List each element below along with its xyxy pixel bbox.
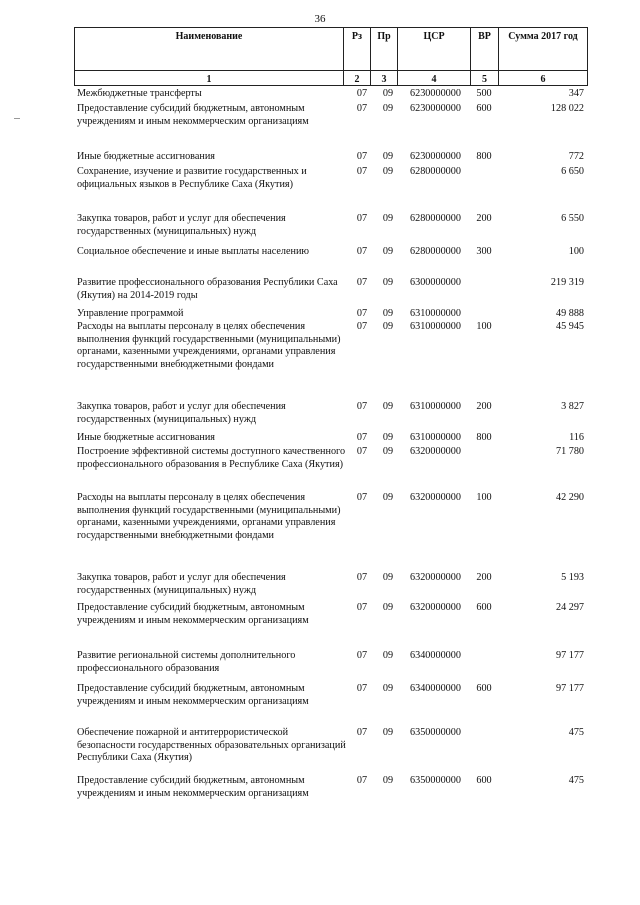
row-vr: 100 (476, 492, 492, 503)
header-col-csr (398, 28, 471, 85)
row-csr: 6280000000 (410, 166, 461, 177)
row-rz: 07 (356, 213, 368, 224)
header-pr: Пр (377, 31, 391, 42)
row-csr: 6350000000 (410, 727, 461, 738)
row-sum: 475 (568, 727, 584, 738)
header-col-vr (471, 28, 499, 85)
row-vr: 800 (476, 432, 492, 443)
row-name: Развитие профессионального образования Республики Саха (Якутия) на 2014-2019 годы (77, 277, 338, 301)
row-csr: 6320000000 (410, 492, 461, 503)
row-pr: 09 (382, 321, 394, 332)
row-name: Закупка товаров, работ и услуг для обеспечения государственных (муниципальных) нужд (77, 401, 286, 425)
row-sum: 3 827 (561, 401, 584, 412)
header-num-6: 6 (540, 74, 546, 85)
row-vr: 200 (476, 401, 492, 412)
header-num-5: 5 (482, 74, 487, 85)
row-pr: 09 (382, 401, 394, 412)
row-csr: 6340000000 (410, 683, 461, 694)
row-vr: 600 (476, 683, 492, 694)
row-csr: 6230000000 (410, 151, 461, 162)
row-name: Управление программой (77, 308, 184, 319)
row-pr: 09 (382, 88, 394, 99)
row-sum: 100 (568, 246, 584, 257)
row-csr: 6320000000 (410, 572, 461, 583)
row-rz: 07 (356, 572, 368, 583)
header-rz: Рз (351, 31, 363, 42)
row-pr: 09 (382, 602, 394, 613)
row-vr: 300 (476, 246, 492, 257)
row-csr: 6280000000 (410, 213, 461, 224)
header-name: Наименование (175, 31, 243, 42)
row-sum: 5 193 (561, 572, 584, 583)
row-rz: 07 (356, 103, 368, 114)
row-pr: 09 (382, 166, 394, 177)
header-col-name (75, 28, 344, 85)
row-name: Расходы на выплаты персоналу в целях обеспечения выполнения функций государственными (муниципальными) органами, казенными учреждениями, органами управления государственными внебюджетными фондами (77, 492, 341, 541)
row-name: Закупка товаров, работ и услуг для обеспечения государственных (муниципальных) нужд (77, 213, 286, 237)
header-vr: ВР (478, 31, 491, 42)
row-name: Предоставление субсидий бюджетным, автономным учреждениям и иным некоммерческим организациям (77, 775, 309, 799)
row-name: Закупка товаров, работ и услуг для обеспечения государственных (муниципальных) нужд (77, 572, 286, 596)
header-csr: ЦСР (423, 31, 445, 42)
row-name: Обеспечение пожарной и антитеррористической безопасности государственных образовательных организаций Республики Саха (Якутия) (77, 727, 346, 763)
header-sum: Сумма 2017 год (508, 31, 578, 42)
row-sum: 42 290 (555, 492, 584, 503)
row-vr: 600 (476, 602, 492, 613)
row-name: Сохранение, изучение и развитие государственных и официальных языков в Республике Саха (Якутия) (77, 166, 307, 190)
row-pr: 09 (382, 446, 394, 457)
row-vr: 800 (476, 151, 492, 162)
row-pr: 09 (382, 775, 394, 786)
row-csr: 6310000000 (410, 321, 461, 332)
row-sum: 49 888 (555, 308, 584, 319)
row-sum: 97 177 (555, 683, 584, 694)
row-rz: 07 (356, 401, 368, 412)
row-pr: 09 (382, 492, 394, 503)
row-rz: 07 (356, 683, 368, 694)
row-csr: 6280000000 (410, 246, 461, 257)
row-sum: 116 (569, 432, 584, 443)
row-sum: 71 780 (555, 446, 584, 457)
row-csr: 6320000000 (410, 446, 461, 457)
row-pr: 09 (382, 246, 394, 257)
header-col-pr (371, 28, 398, 85)
row-csr: 6230000000 (410, 103, 461, 114)
row-rz: 07 (356, 277, 368, 288)
row-sum: 219 319 (550, 277, 584, 288)
row-rz: 07 (356, 650, 368, 661)
row-pr: 09 (382, 151, 394, 162)
row-name: Предоставление субсидий бюджетным, автономным учреждениям и иным некоммерческим организациям (77, 602, 309, 626)
row-name: Предоставление субсидий бюджетным, автономным учреждениям и иным некоммерческим организациям (77, 103, 309, 127)
row-vr: 200 (476, 572, 492, 583)
row-name: Развитие региональной системы дополнительного профессионального образования (77, 650, 296, 674)
row-sum: 347 (568, 88, 584, 99)
row-pr: 09 (382, 727, 394, 738)
row-csr: 6350000000 (410, 775, 461, 786)
row-name: Построение эффективной системы доступного качественного профессионального образования в Республике Саха (Якутия) (77, 446, 346, 470)
row-pr: 09 (382, 308, 394, 319)
row-pr: 09 (382, 683, 394, 694)
row-sum: 24 297 (555, 602, 584, 613)
row-name: Социальное обеспечение и иные выплаты населению (77, 246, 310, 257)
row-rz: 07 (356, 321, 368, 332)
row-rz: 07 (356, 432, 368, 443)
row-sum: 97 177 (555, 650, 584, 661)
row-vr: 600 (476, 103, 492, 114)
row-vr: 500 (476, 88, 492, 99)
row-name: Предоставление субсидий бюджетным, автономным учреждениям и иным некоммерческим организациям (77, 683, 309, 707)
row-rz: 07 (356, 88, 368, 99)
header-num-1: 1 (206, 74, 212, 85)
row-sum: 475 (568, 775, 584, 786)
row-csr: 6310000000 (410, 308, 461, 319)
row-csr: 6300000000 (410, 277, 461, 288)
row-rz: 07 (356, 492, 368, 503)
header-num-3: 3 (381, 74, 387, 85)
row-csr: 6320000000 (410, 602, 461, 613)
row-rz: 07 (356, 308, 368, 319)
row-pr: 09 (382, 650, 394, 661)
row-sum: 45 945 (555, 321, 584, 332)
row-vr: 100 (476, 321, 492, 332)
header-col-rz (344, 28, 371, 85)
row-pr: 09 (382, 277, 394, 288)
row-name: Расходы на выплаты персоналу в целях обеспечения выполнения функций государственными (муниципальными) органами, казенными учреждениями, органами управления государственными внебюджетными фондами (77, 321, 341, 370)
row-rz: 07 (356, 775, 368, 786)
row-pr: 09 (382, 432, 394, 443)
row-vr: 200 (476, 213, 492, 224)
margin-mark (14, 118, 20, 119)
row-name: Иные бюджетные ассигнования (77, 432, 215, 443)
row-rz: 07 (356, 446, 368, 457)
row-pr: 09 (382, 213, 394, 224)
row-sum: 772 (568, 151, 584, 162)
page-number: 36 (314, 13, 326, 25)
row-rz: 07 (356, 602, 368, 613)
row-rz: 07 (356, 166, 368, 177)
row-rz: 07 (356, 151, 368, 162)
row-pr: 09 (382, 572, 394, 583)
row-sum: 6 550 (561, 213, 584, 224)
header-num-4: 4 (431, 74, 437, 85)
row-rz: 07 (356, 246, 368, 257)
row-sum: 128 022 (550, 103, 584, 114)
row-csr: 6340000000 (410, 650, 461, 661)
row-csr: 6230000000 (410, 88, 461, 99)
row-rz: 07 (356, 727, 368, 738)
row-csr: 6310000000 (410, 432, 461, 443)
table-header (74, 27, 588, 86)
row-pr: 09 (382, 103, 394, 114)
row-vr: 600 (476, 775, 492, 786)
row-name: Межбюджетные трансферты (77, 88, 202, 99)
row-sum: 6 650 (561, 166, 584, 177)
row-name: Иные бюджетные ассигнования (77, 151, 215, 162)
header-col-sum (499, 28, 587, 85)
row-csr: 6310000000 (410, 401, 461, 412)
header-num-2: 2 (354, 74, 360, 85)
